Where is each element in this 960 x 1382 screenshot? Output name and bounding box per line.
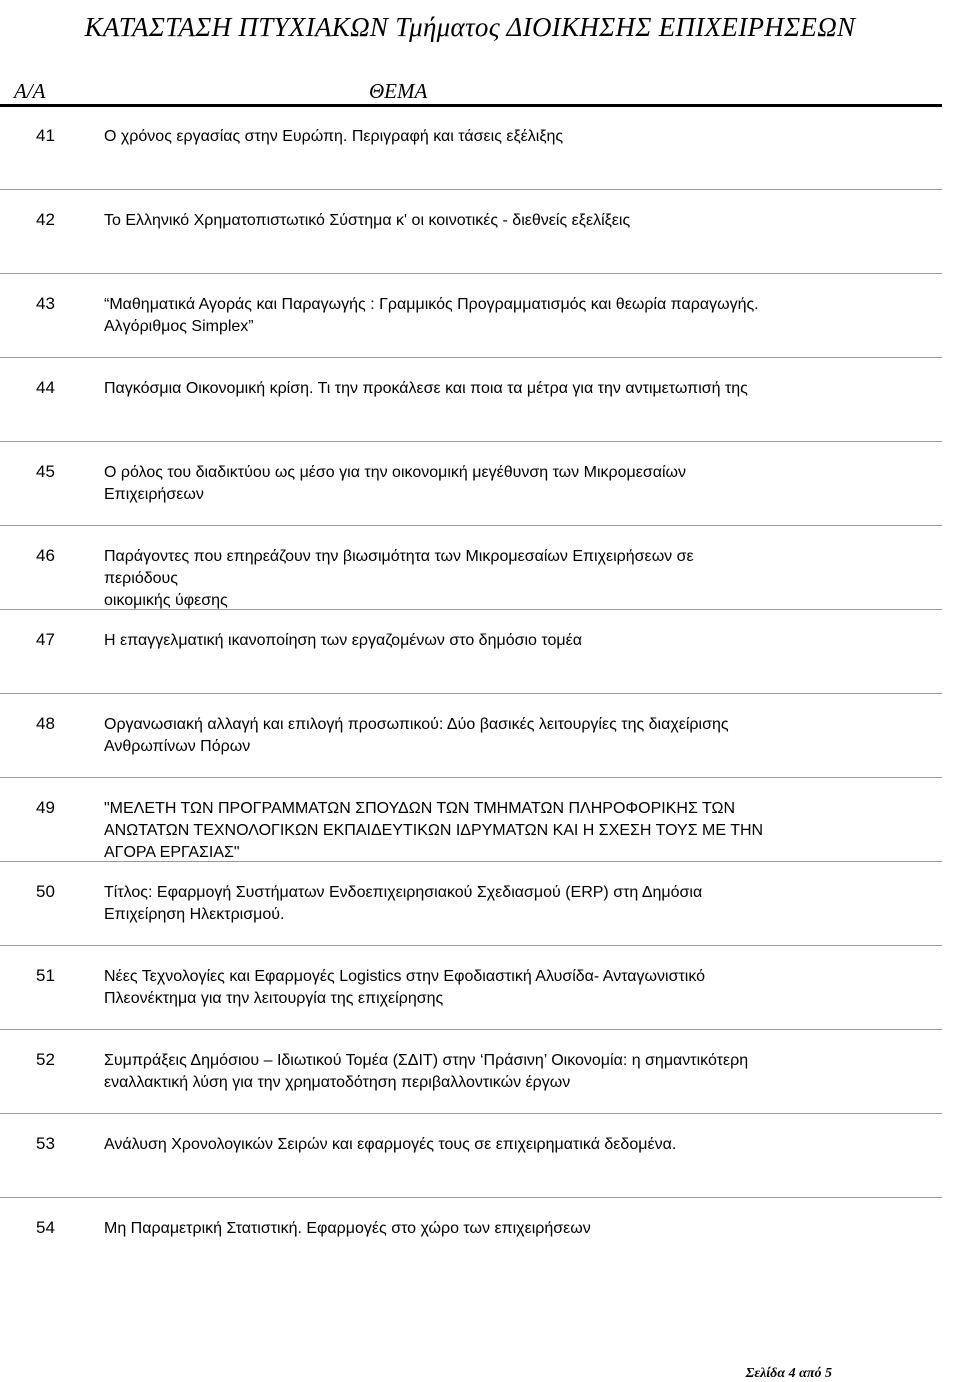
table-row (0, 1114, 942, 1198)
page-title: ΚΑΤΑΣΤΑΣΗ ΠΤΥΧΙΑΚΩΝ Τμήματος ΔΙΟΙΚΗΣΗΣ ΕΠΙΧΕΙΡΗΣΕΩΝ (84, 12, 856, 42)
row-number: 52 (36, 1050, 55, 1069)
row-number: 46 (36, 546, 55, 565)
row-number: 43 (36, 294, 55, 313)
row-theme: Νέες Τεχνολογίες και Εφαρμογές Logistics στην Εφοδιαστική Αλυσίδα- Ανταγωνιστικό Πλεονέκτημα για την λειτουργία της επιχείρησης (104, 968, 706, 1007)
table-row (0, 946, 942, 1030)
thesis-table (0, 106, 942, 1281)
table-row (0, 526, 942, 610)
row-theme: Ανάλυση Χρονολογικών Σειρών και εφαρμογές τους σε επιχειρηματικά δεδομένα. (104, 1136, 677, 1153)
table-row (0, 1030, 942, 1114)
table-row (0, 358, 942, 442)
row-number: 47 (36, 630, 55, 649)
table-row (0, 274, 942, 358)
row-theme: Ο ρόλος του διαδικτύου ως μέσο για την οικονομική μεγέθυνση των Μικρομεσαίων Επιχειρήσεων (104, 464, 687, 503)
row-theme: Η επαγγελματική ικανοποίηση των εργαζομένων στο δημόσιο τομέα (104, 632, 582, 649)
table-row (0, 778, 942, 862)
table-row (0, 862, 942, 946)
column-header-theme: ΘΕΜΑ (369, 79, 428, 103)
row-theme: Οργανωσιακή αλλαγή και επιλογή προσωπικού: Δύο βασικές λειτουργίες της διαχείρισης Ανθρωπίνων Πόρων (104, 716, 729, 755)
row-number: 48 (36, 714, 55, 733)
table-row (0, 442, 942, 526)
table-row (0, 106, 942, 190)
row-number: 54 (36, 1218, 55, 1237)
row-number: 51 (36, 966, 55, 985)
row-number: 49 (36, 798, 55, 817)
row-number: 42 (36, 210, 55, 229)
table-row (0, 694, 942, 778)
row-theme: "ΜΕΛΕΤΗ ΤΩΝ ΠΡΟΓΡΑΜΜΑΤΩΝ ΣΠΟΥΔΩΝ ΤΩΝ ΤΜΗΜΑΤΩΝ ΠΛΗΡΟΦΟΡΙΚΗΣ ΤΩΝ ΑΝΩΤΑΤΩΝ ΤΕΧΝΟΛΟΓΙΚΩΝ ΕΚΠΑΙΔΕΥΤΙΚΩΝ ΙΔΡΥΜΑΤΩΝ ΚΑΙ Η ΣΧΕΣΗ ΤΟΥΣ ΜΕ ΤΗΝ ΑΓΟΡΑ ΕΡΓΑΣΙΑΣ" (104, 800, 764, 861)
row-theme: Τίτλος: Εφαρμογή Συστήματων Ενδοεπιχειρησιακού Σχεδιασμού (ERP) στη Δημόσια Επιχείρηση Ηλεκτρισμού. (104, 884, 703, 923)
row-theme: Το Ελληνικό Χρηματοπιστωτικό Σύστημα κ' οι κοινοτικές - διεθνείς εξελίξεις (104, 212, 631, 229)
row-theme: Ο χρόνος εργασίας στην Ευρώπη. Περιγραφή και τάσεις εξέλιξης (104, 128, 564, 145)
table-row (0, 610, 942, 694)
row-theme: “Μαθηματικά Αγοράς και Παραγωγής : Γραμμικός Προγραμματισμός και θεωρία παραγωγής. Αλγόριθμος Simplex” (104, 296, 759, 335)
row-number: 50 (36, 882, 55, 901)
row-number: 44 (36, 378, 55, 397)
row-theme: Παράγοντες που επηρεάζουν την βιωσιμότητα των Μικρομεσαίων Επιχειρήσεων σε περιόδους οικομικής ύφεσης (104, 548, 694, 609)
table-row (0, 190, 942, 274)
column-header-number: Α/Α (14, 79, 46, 103)
row-theme: Μη Παραμετρική Στατιστική. Εφαρμογές στο χώρο των επιχειρήσεων (104, 1220, 591, 1237)
row-number: 41 (36, 126, 55, 145)
page-footer: Σελίδα 4 από 5 (745, 1366, 832, 1381)
row-theme: Συμπράξεις Δημόσιου – Ιδιωτικού Τομέα (ΣΔΙΤ) στην ‘Πράσινη’ Οικονομία: η σημαντικότερη εναλλακτική λύση για την χρηματοδότηση περιβαλλοντικών έργων (104, 1052, 749, 1091)
table-row (0, 1198, 942, 1281)
row-number: 45 (36, 462, 55, 481)
row-number: 53 (36, 1134, 55, 1153)
row-theme: Παγκόσμια Οικονομική κρίση. Τι την προκάλεσε και ποια τα μέτρα για την αντιμετωπισή της (104, 380, 748, 397)
